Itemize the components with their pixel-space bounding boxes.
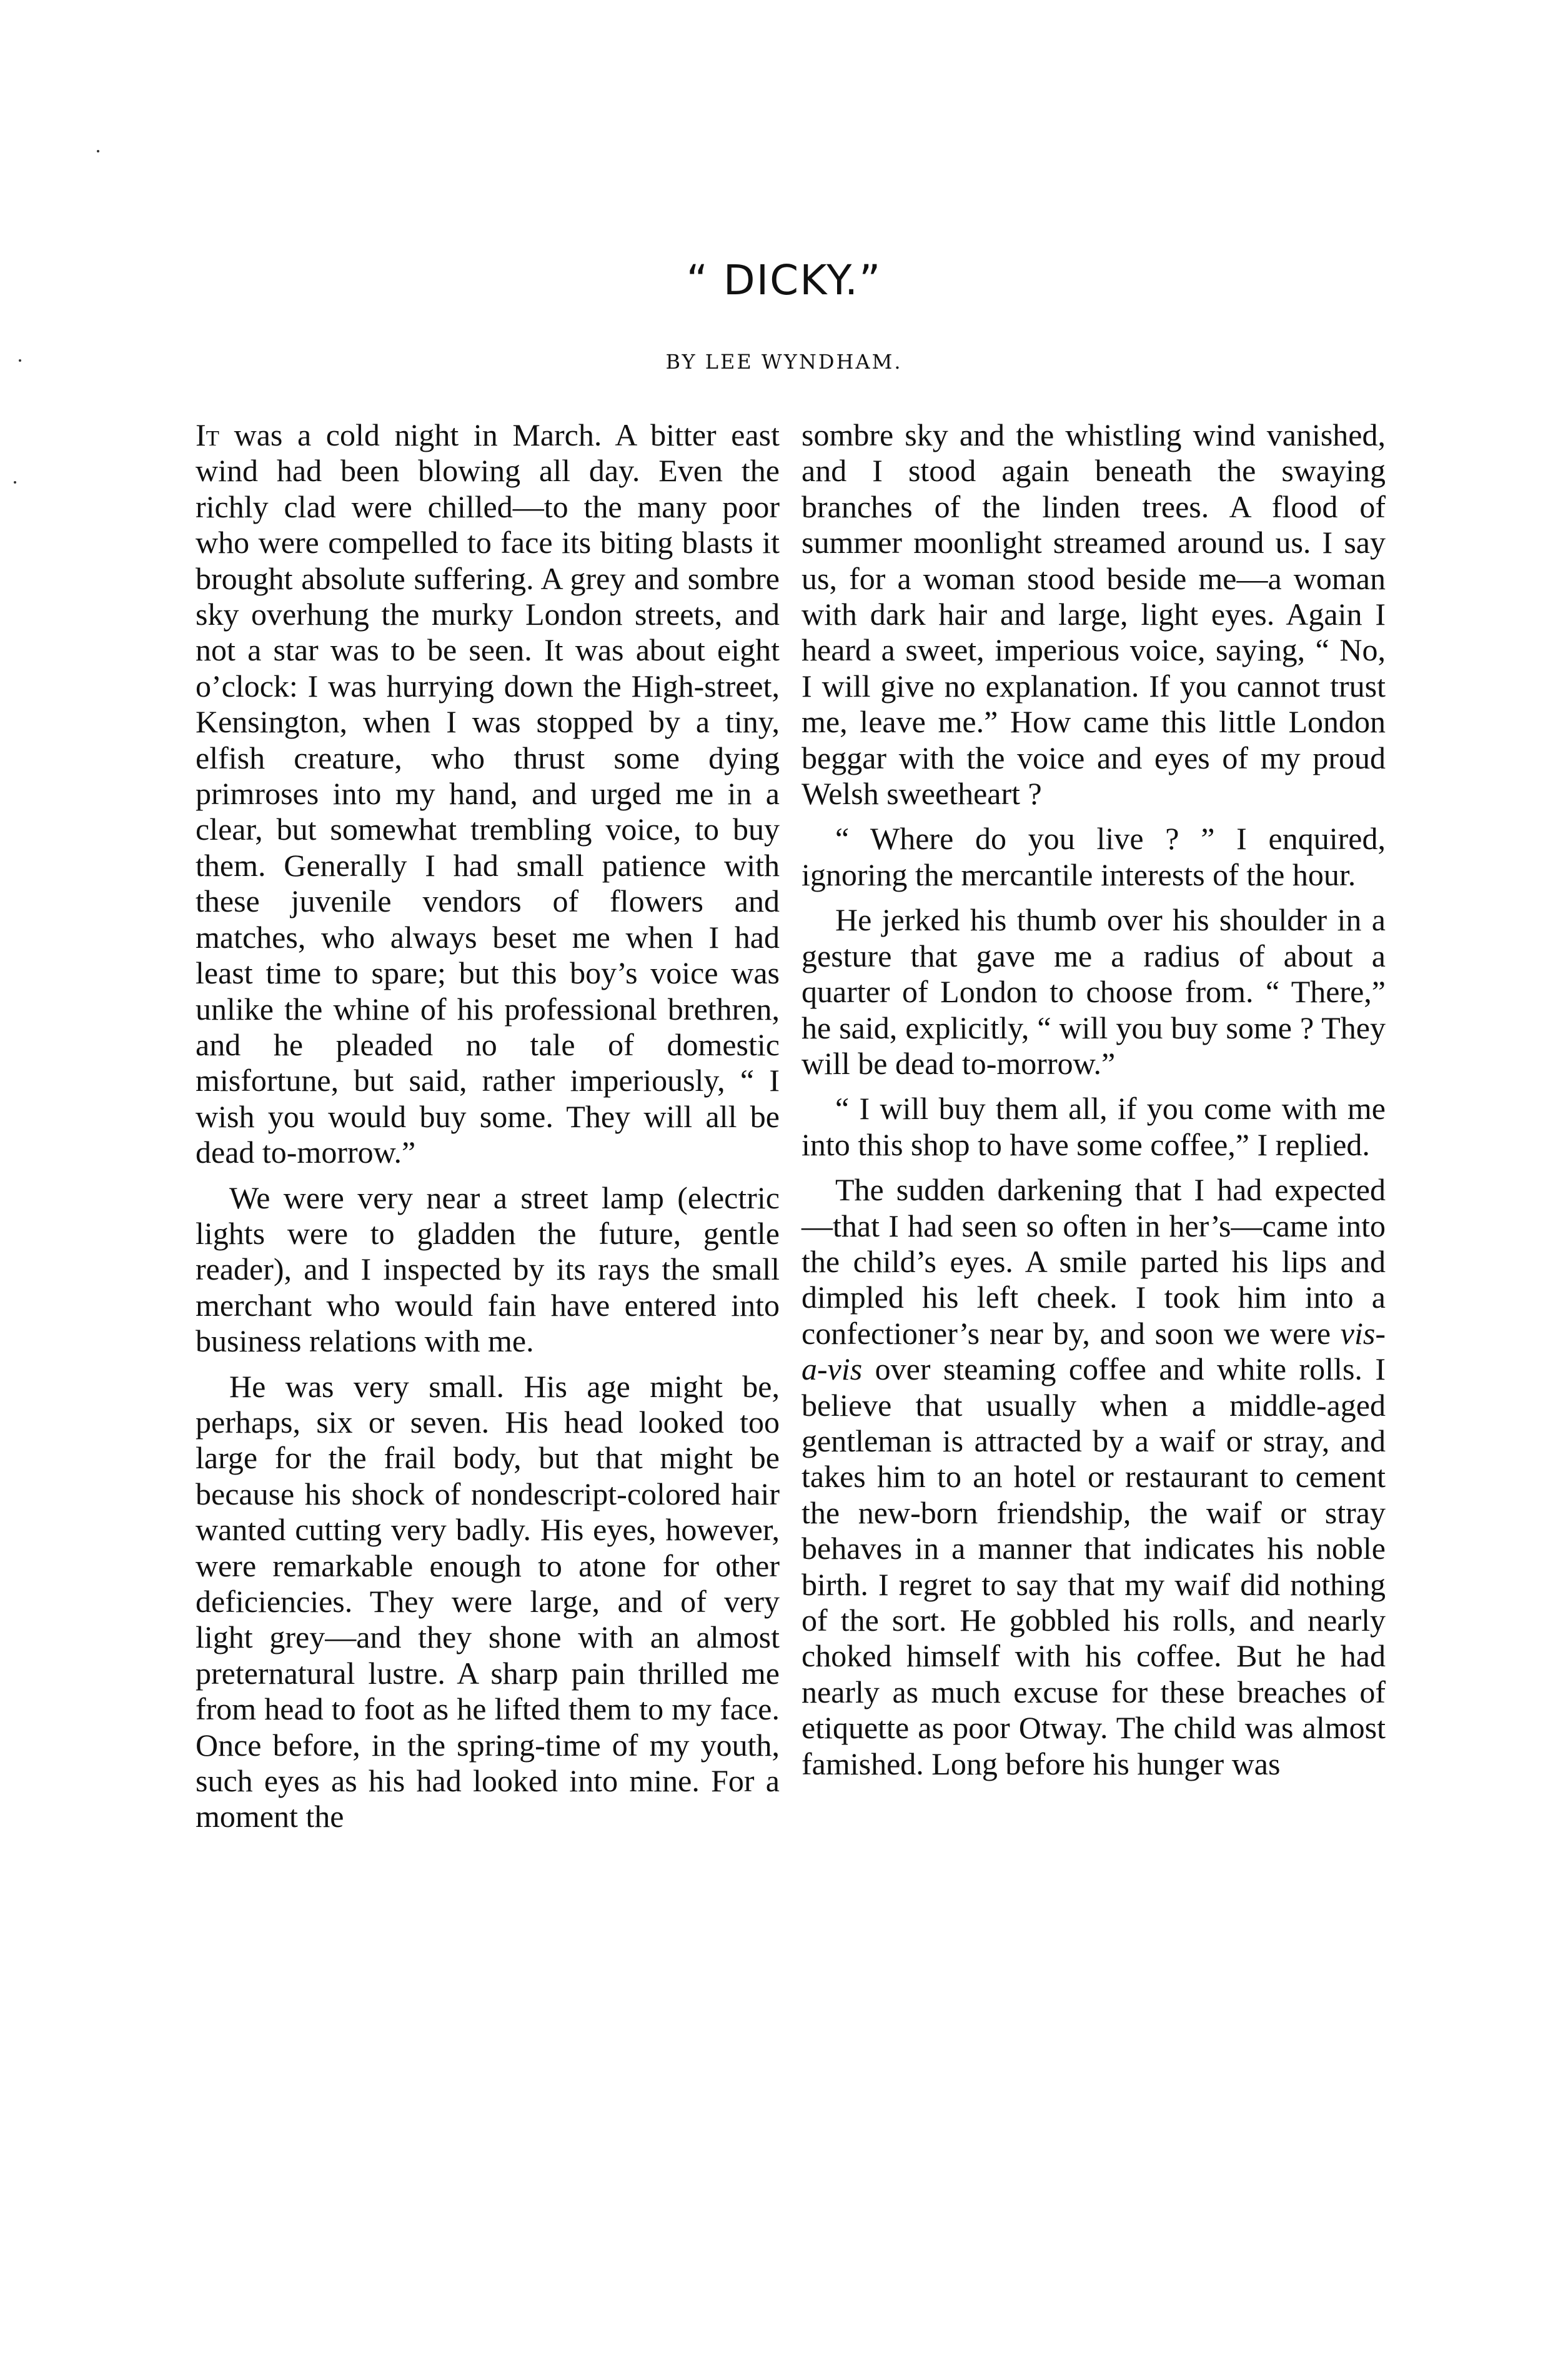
paragraph: We were very near a street lamp (electric lights were to gladden the future, gentle reader), and I inspected by its rays the small merchant who would fain have entered into business relations with me. bbox=[196, 1180, 780, 1359]
article-title: “ DICKY.” bbox=[686, 256, 882, 304]
paragraph-text: The sudden darkening that I had expected—that I had seen so often in her’s—came into the child’s eyes. A smile parted his lips and dimpled his left cheek. I took him into a confectioner’s near by, and soon we were bbox=[801, 1172, 1386, 1351]
paragraph bbox=[801, 1172, 1386, 1782]
paragraph bbox=[196, 417, 780, 1171]
paragraph: “ I will buy them all, if you come with me into this shop to have some coffee,” I replied. bbox=[801, 1091, 1386, 1162]
left-column bbox=[196, 417, 780, 1844]
right-column bbox=[801, 417, 1386, 1791]
print-speck bbox=[97, 150, 99, 152]
paragraph: He jerked his thumb over his shoulder in a gesture that gave me a radius of about a quarter of London to choose from. “ There,” he said, explicitly, “ will you buy some ? They will be dead to-morrow.” bbox=[801, 902, 1386, 1081]
drop-lead: It bbox=[196, 417, 220, 452]
paragraph-text: over steaming coffee and white rolls. I believe that usually when a middle-aged gentleman is attracted by a waif or stray, and takes him to an hotel or restaurant to cement the new-born friendship, the waif or stray behaves in a manner that indicates his noble birth. I regret to say that my waif did nothing of the sort. He gobbled his rolls, and nearly choked himself with his coffee. But he had nearly as much excuse for these breaches of etiquette as poor Otway. The child was almost famished. Long before his hunger was bbox=[801, 1351, 1386, 1781]
paragraph: “ Where do you live ? ” I enquired, ignoring the mercantile interests of the hour. bbox=[801, 821, 1386, 892]
paragraph: He was very small. His age might be, perhaps, six or seven. His head looked too large for the frail body, but that might be because his shock of nondescript-colored hair wanted cutting very badly. His eyes, however, were remarkable enough to atone for other deficiencies. They were large, and of very light grey—and they shone with an almost preternatural lustre. A sharp pain thrilled me from head to foot as he lifted them to my face. Once before, in the spring-time of my youth, such eyes as his had looked into mine. For a moment the bbox=[196, 1368, 780, 1834]
paragraph: sombre sky and the whistling wind vanished, and I stood again beneath the swaying branches of the linden trees. A flood of summer moonlight streamed around us. I say us, for a woman stood beside me—a woman with dark hair and large, light eyes. Again I heard a sweet, imperious voice, saying, “ No, I will give no explanation. If you cannot trust me, leave me.” How came this little London beggar with the voice and eyes of my proud Welsh sweetheart ? bbox=[801, 417, 1386, 812]
print-speck bbox=[14, 481, 16, 484]
paragraph-text: was a cold night in March. A bitter east wind had been blowing all day. Even the richly clad were chilled—to the many poor who were compelled to face its biting blasts it brought absolute suffering. A grey and sombre sky overhung the murky London streets, and not a star was to be seen. It was about eight o’clock: I was hurrying down the High-street, Kensington, when I was stopped by a tiny, elfish creature, who thrust some dying primroses into my hand, and urged me in a clear, but somewhat trembling voice, to buy them. Generally I had small patience with these juvenile vendors of flowers and matches, who always beset me when I had least time to spare; but this boy’s voice was unlike the whine of his professional brethren, and he pleaded no tale of domestic misfortune, but said, rather imperiously, “ I wish you would buy some. They will all be dead to-morrow.” bbox=[196, 417, 780, 1170]
italic-phrase: vis-a-vis bbox=[801, 1315, 1386, 1387]
article-byline: BY LEE WYNDHAM. bbox=[665, 350, 903, 374]
